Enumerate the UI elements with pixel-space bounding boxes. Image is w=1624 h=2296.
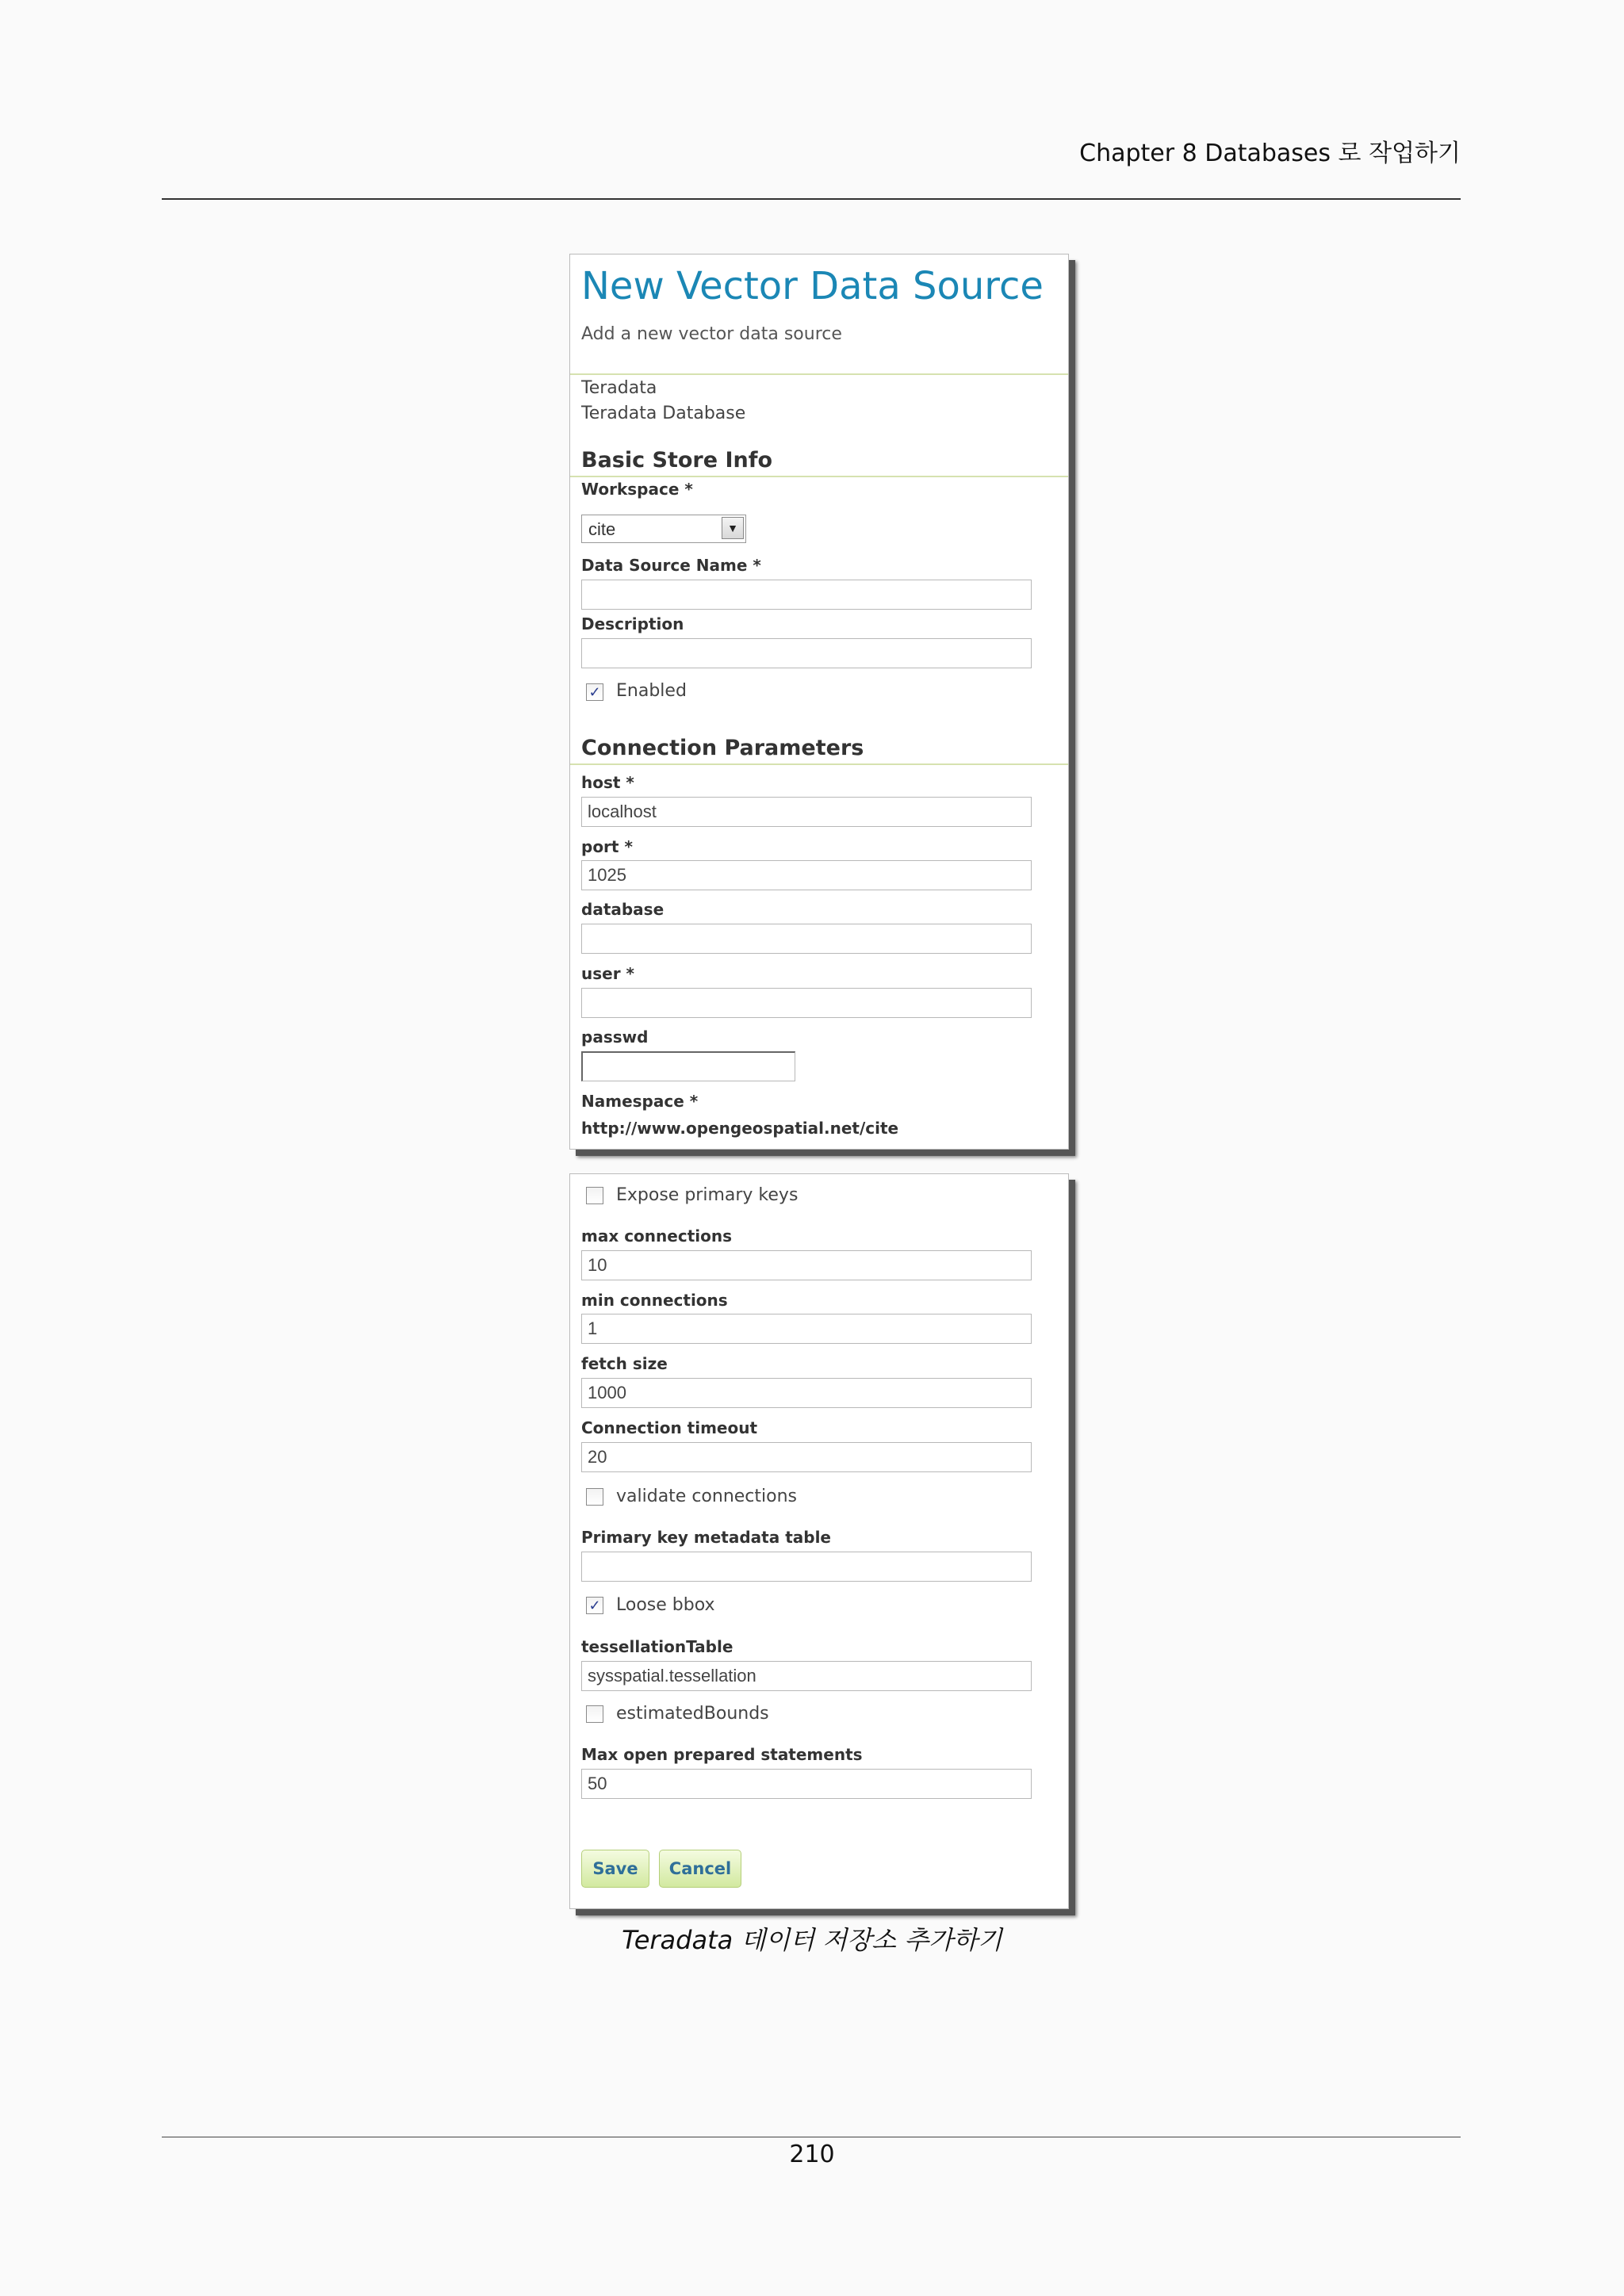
enabled-checkbox[interactable]: ✓: [586, 683, 603, 701]
loose-bbox-checkbox[interactable]: ✓: [586, 1597, 603, 1614]
connection-divider: [570, 763, 1068, 765]
fetch-size-label: fetch size: [581, 1354, 668, 1373]
passwd-input[interactable]: [581, 1051, 795, 1081]
host-label: host *: [581, 773, 634, 792]
workspace-label: Workspace *: [581, 480, 693, 499]
connection-parameters-heading: Connection Parameters: [581, 736, 864, 760]
user-label: user *: [581, 964, 634, 983]
max-prepared-statements-label: Max open prepared statements: [581, 1745, 863, 1764]
form-subtitle: Add a new vector data source: [581, 324, 842, 344]
data-source-name-input[interactable]: [581, 580, 1032, 610]
loose-bbox-label: Loose bbox: [616, 1595, 715, 1615]
store-description: Teradata Database: [581, 404, 746, 423]
page-header: Chapter 8 Databases 로 작업하기: [1079, 140, 1461, 167]
validate-connections-label: validate connections: [616, 1487, 798, 1506]
tessellation-table-input[interactable]: [581, 1661, 1032, 1691]
expose-primary-keys-label: Expose primary keys: [616, 1185, 799, 1205]
database-input[interactable]: [581, 924, 1032, 954]
enabled-label: Enabled: [616, 681, 687, 701]
host-input[interactable]: [581, 797, 1032, 827]
connection-timeout-label: Connection timeout: [581, 1418, 758, 1437]
data-source-name-label: Data Source Name *: [581, 556, 761, 575]
estimated-bounds-checkbox[interactable]: [586, 1705, 603, 1723]
validate-connections-checkbox[interactable]: [586, 1488, 603, 1506]
chevron-down-icon[interactable]: ▼: [722, 517, 744, 539]
max-prepared-statements-input[interactable]: [581, 1769, 1032, 1799]
workspace-select[interactable]: [581, 515, 746, 543]
passwd-label: passwd: [581, 1027, 649, 1047]
title-divider: [570, 373, 1068, 375]
port-input[interactable]: [581, 860, 1032, 890]
max-connections-input[interactable]: [581, 1250, 1032, 1280]
database-label: database: [581, 900, 665, 919]
fetch-size-input[interactable]: [581, 1378, 1032, 1408]
store-type: Teradata: [581, 378, 657, 398]
figure-caption: Teradata 데이터 저장소 추가하기: [622, 1925, 1002, 1955]
cancel-button[interactable]: Cancel: [659, 1850, 741, 1888]
save-button[interactable]: Save: [581, 1850, 649, 1888]
workspace-value: cite: [588, 519, 616, 539]
header-rule: [162, 198, 1461, 200]
description-label: Description: [581, 614, 684, 633]
description-input[interactable]: [581, 638, 1032, 668]
pk-metadata-table-label: Primary key metadata table: [581, 1528, 831, 1547]
min-connections-input[interactable]: [581, 1314, 1032, 1344]
basic-divider: [570, 476, 1068, 477]
page-number: 210: [789, 2141, 835, 2168]
namespace-value: http://www.opengeospatial.net/cite: [581, 1119, 899, 1138]
user-input[interactable]: [581, 988, 1032, 1018]
basic-store-info-heading: Basic Store Info: [581, 448, 773, 473]
min-connections-label: min connections: [581, 1291, 728, 1310]
tessellation-table-label: tessellationTable: [581, 1637, 733, 1656]
pk-metadata-table-input[interactable]: [581, 1552, 1032, 1582]
expose-primary-keys-checkbox[interactable]: [586, 1187, 603, 1204]
estimated-bounds-label: estimatedBounds: [616, 1704, 769, 1724]
namespace-label: Namespace *: [581, 1092, 699, 1111]
port-label: port *: [581, 837, 633, 856]
form-panel-top: [569, 254, 1069, 1150]
form-title: New Vector Data Source: [581, 264, 1044, 308]
connection-timeout-input[interactable]: [581, 1442, 1032, 1472]
max-connections-label: max connections: [581, 1226, 732, 1246]
form-panel-bottom: [569, 1173, 1069, 1909]
